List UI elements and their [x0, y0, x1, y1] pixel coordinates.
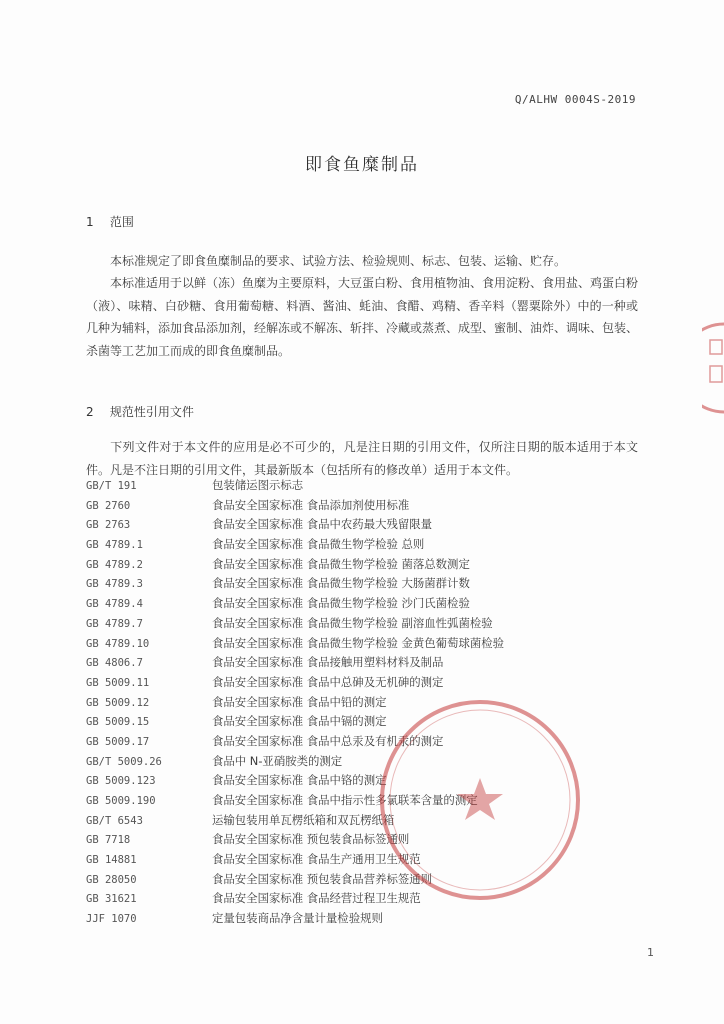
reference-title: 运输包装用单瓦楞纸箱和双瓦楞纸箱: [212, 812, 395, 827]
reference-list: [86, 476, 646, 929]
reference-title: 食品安全国家标准 食品中指示性多氯联苯含量的测定: [212, 793, 478, 807]
reference-item: [86, 771, 646, 791]
reference-item: [86, 535, 646, 555]
reference-item: [86, 634, 646, 654]
reference-code: GB 4789.4: [86, 598, 143, 611]
section-1-number: 1: [86, 215, 94, 229]
reference-title: 食品安全国家标准 预包装食品营养标签通则: [212, 871, 433, 886]
reference-title: 定量包装商品净含量计量检验规则: [212, 911, 383, 926]
reference-item: [86, 496, 646, 516]
reference-item: [86, 830, 646, 850]
section-2-heading: [86, 403, 194, 420]
reference-item: [86, 712, 646, 732]
reference-code: GB 2760: [86, 499, 131, 512]
document-title: 即食鱼糜制品: [305, 155, 419, 175]
reference-code: GB 5009.12: [86, 696, 150, 709]
reference-item: [86, 574, 646, 594]
reference-title: 食品安全国家标准 食品微生物学检验 总则: [212, 537, 425, 552]
reference-title: 食品安全国家标准 食品微生物学检验 大肠菌群计数: [212, 576, 470, 591]
reference-item: [86, 594, 646, 614]
edge-seal-icon: [702, 322, 724, 414]
reference-code: GB 5009.123: [86, 775, 156, 788]
reference-code: GB 4806.7: [86, 657, 143, 670]
reference-code: GB 4789.3: [86, 578, 143, 591]
reference-item: [86, 850, 646, 870]
reference-code: GB 7718: [86, 834, 131, 847]
reference-code: GB 4789.2: [86, 558, 143, 571]
reference-code: JJF 1070: [86, 913, 137, 926]
reference-code: GB 5009.11: [86, 676, 150, 689]
reference-code: GB 14881: [86, 854, 137, 867]
reference-title: 食品安全国家标准 食品微生物学检验 沙门氏菌检验: [212, 596, 470, 611]
reference-item: [86, 515, 646, 535]
reference-title: 食品安全国家标准 预包装食品标签通则: [212, 832, 410, 847]
reference-code: GB 31621: [86, 893, 137, 906]
section-1-heading: [86, 213, 134, 230]
reference-item: [86, 889, 646, 909]
reference-title: 食品安全国家标准 食品中总汞及有机汞的测定: [212, 733, 444, 748]
page-number: 1: [647, 946, 654, 959]
reference-item: [86, 555, 646, 575]
reference-item: [86, 909, 646, 929]
reference-item: [86, 752, 646, 772]
reference-item: [86, 811, 646, 831]
reference-code: GB/T 5009.26: [86, 755, 162, 768]
reference-code: GB 4789.10: [86, 637, 150, 650]
reference-item: [86, 693, 646, 713]
reference-title: 食品安全国家标准 食品微生物学检验 菌落总数测定: [212, 556, 470, 571]
reference-code: GB/T 6543: [86, 814, 143, 827]
section-1-para-2-text: 本标准适用于以鲜（冻）鱼糜为主要原料，大豆蛋白粉、食用植物油、食用淀粉、食用盐、鸡蛋白粉（液）、味精、白砂糖、食用葡萄糖、料酒、酱油、蚝油、食醋、鸡精、香辛料（罂粟除外）中的一种或几种为辅料，添加食品添加剂，经解冻或不解冻、斩拌、冷藏或蒸煮、成型、蜜制、油炸、调味、包装、杀菌等工艺加工而成的即食鱼糜制品。: [86, 276, 639, 358]
section-2-intro: [86, 436, 638, 481]
section-2-intro-text: 下列文件对于本文件的应用是必不可少的，凡是注日期的引用文件，仅所注日期的版本适用于本文件。凡是不注日期的引用文件，其最新版本（包括所有的修改单）适用于本文件。: [86, 440, 638, 477]
section-1-title: 范围: [109, 215, 134, 229]
reference-title: 食品安全国家标准 食品接触用塑料材料及制品: [212, 655, 444, 670]
reference-title: 食品安全国家标准 食品添加剂使用标准: [212, 497, 410, 512]
reference-title: 食品安全国家标准 食品中农药最大残留限量: [212, 517, 433, 532]
reference-code: GB 5009.17: [86, 735, 150, 748]
reference-title: 包装储运图示标志: [212, 478, 304, 492]
reference-title: 食品安全国家标准 食品微生物学检验 金黄色葡萄球菌检验: [212, 635, 505, 650]
document-code: Q/ALHW 0004S-2019: [514, 93, 636, 106]
reference-item: [86, 791, 646, 811]
reference-title: 食品安全国家标准 食品中铬的测定: [212, 773, 387, 788]
reference-item: [86, 732, 646, 752]
reference-title: 食品安全国家标准 食品经营过程卫生规范: [212, 891, 421, 906]
reference-title: 食品中 N-亚硝胺类的测定: [212, 753, 343, 768]
section-1-paragraph-1: [86, 250, 638, 273]
section-1-paragraph-2: [86, 272, 638, 362]
reference-code: GB 2763: [86, 519, 131, 532]
reference-item: [86, 653, 646, 673]
reference-title: 食品安全国家标准 食品微生物学检验 副溶血性弧菌检验: [212, 615, 493, 630]
reference-item: [86, 673, 646, 693]
section-2-title: 规范性引用文件: [109, 405, 194, 419]
reference-title: 食品安全国家标准 食品中总砷及无机砷的测定: [212, 674, 444, 689]
reference-item: [86, 870, 646, 890]
reference-item: [86, 476, 646, 496]
reference-title: 食品安全国家标准 食品中镉的测定: [212, 714, 387, 729]
reference-title: 食品安全国家标准 食品生产通用卫生规范: [212, 852, 421, 867]
section-2-number: 2: [86, 405, 94, 419]
reference-code: GB 28050: [86, 873, 137, 886]
reference-title: 食品安全国家标准 食品中铅的测定: [212, 694, 387, 709]
reference-code: GB 4789.7: [86, 617, 143, 630]
reference-code: GB 5009.15: [86, 716, 150, 729]
section-1-para-1-text: 本标准规定了即食鱼糜制品的要求、试验方法、检验规则、标志、包装、运输、贮存。: [110, 254, 567, 268]
reference-item: [86, 614, 646, 634]
reference-code: GB 4789.1: [86, 539, 143, 552]
reference-code: GB/T 191: [86, 480, 137, 492]
reference-code: GB 5009.190: [86, 795, 156, 807]
